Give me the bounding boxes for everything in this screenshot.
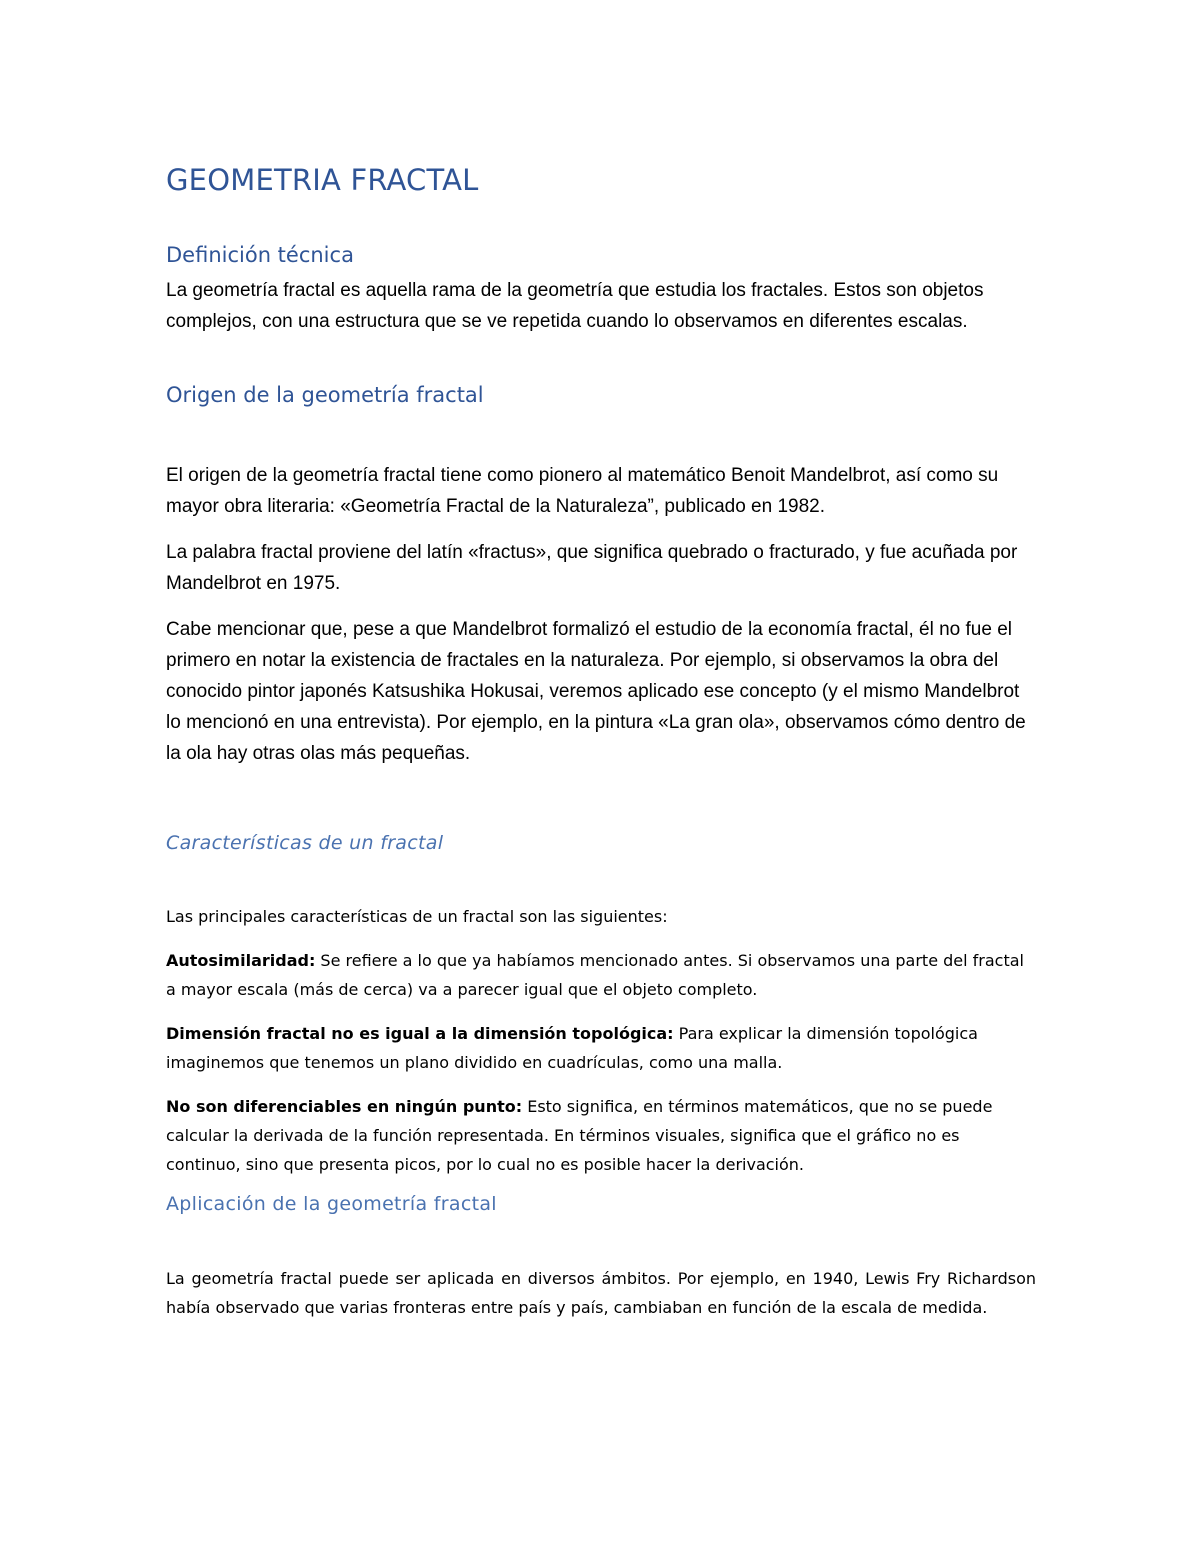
paragraph-aplicacion: La geometría fractal puede ser aplicada en diversos ámbitos. Por ejemplo, en 1940, Lewis Fry Richardson había observado que varias fronteras entre país y país, cambiaban en función de la escala de medida. bbox=[166, 1269, 1036, 1317]
paragraph-origen-3: Cabe mencionar que, pese a que Mandelbrot formalizó el estudio de la economía fractal, él no fue el primero en notar la existencia de fractales en la naturaleza. Por ejemplo, si observamos la obra del conocido pintor japonés Katsushika Hokusai, veremos aplicado ese concepto (y el mismo Mandelbrot lo mencionó en una entrevista). Por ejemplo, en la pintura «La gran ola», observamos cómo dentro de la ola hay otras olas más pequeñas. bbox=[166, 619, 1026, 764]
paragraph-definicion: La geometría fractal es aquella rama de la geometría que estudia los fractales. Estos son objetos complejos, con una estructura que se ve repetida cuando lo observamos en diferentes escalas. bbox=[166, 280, 984, 332]
list-item-term: Dimensión fractal no es igual a la dimensión topológica: bbox=[166, 1024, 674, 1043]
list-item-text: Se refiere a lo que ya habíamos mencionado antes. Si observamos una parte del fractal a mayor escala (más de cerca) va a parecer igual que el objeto completo. bbox=[166, 951, 1024, 999]
paragraph-origen-1: El origen de la geometría fractal tiene como pionero al matemático Benoit Mandelbrot, así como su mayor obra literaria: «Geometría Fractal de la Naturaleza”, publicado en 1982. bbox=[166, 465, 999, 517]
paragraph-caracteristicas-intro: Las principales características de un fractal son las siguientes: bbox=[166, 907, 668, 926]
list-item bbox=[166, 1019, 1036, 1077]
list-item-term: Autosimilaridad: bbox=[166, 951, 316, 970]
list-item bbox=[166, 1092, 1036, 1179]
section-heading-caracteristicas: Características de un fractal bbox=[166, 832, 444, 854]
section-heading-origen: Origen de la geometría fractal bbox=[166, 383, 484, 407]
paragraph-origen-2: La palabra fractal proviene del latín «fractus», que significa quebrado o fracturado, y fue acuñada por Mandelbrot en 1975. bbox=[166, 542, 1018, 594]
list-item-text: Esto significa, en términos matemáticos, que no se puede calcular la derivada de la función representada. En términos visuales, significa que el gráfico no es continuo, sino que presenta picos, por lo cual no es posible hacer la derivación. bbox=[166, 1097, 993, 1174]
list-item-term: No son diferenciables en ningún punto: bbox=[166, 1097, 523, 1116]
document-title: GEOMETRIA FRACTAL bbox=[166, 163, 479, 197]
section-heading-aplicacion: Aplicación de la geometría fractal bbox=[166, 1193, 497, 1215]
list-item bbox=[166, 946, 1036, 1004]
section-heading-definicion: Definición técnica bbox=[166, 243, 354, 267]
list-item-text: Para explicar la dimensión topológica imaginemos que tenemos un plano dividido en cuadrículas, como una malla. bbox=[166, 1024, 978, 1072]
